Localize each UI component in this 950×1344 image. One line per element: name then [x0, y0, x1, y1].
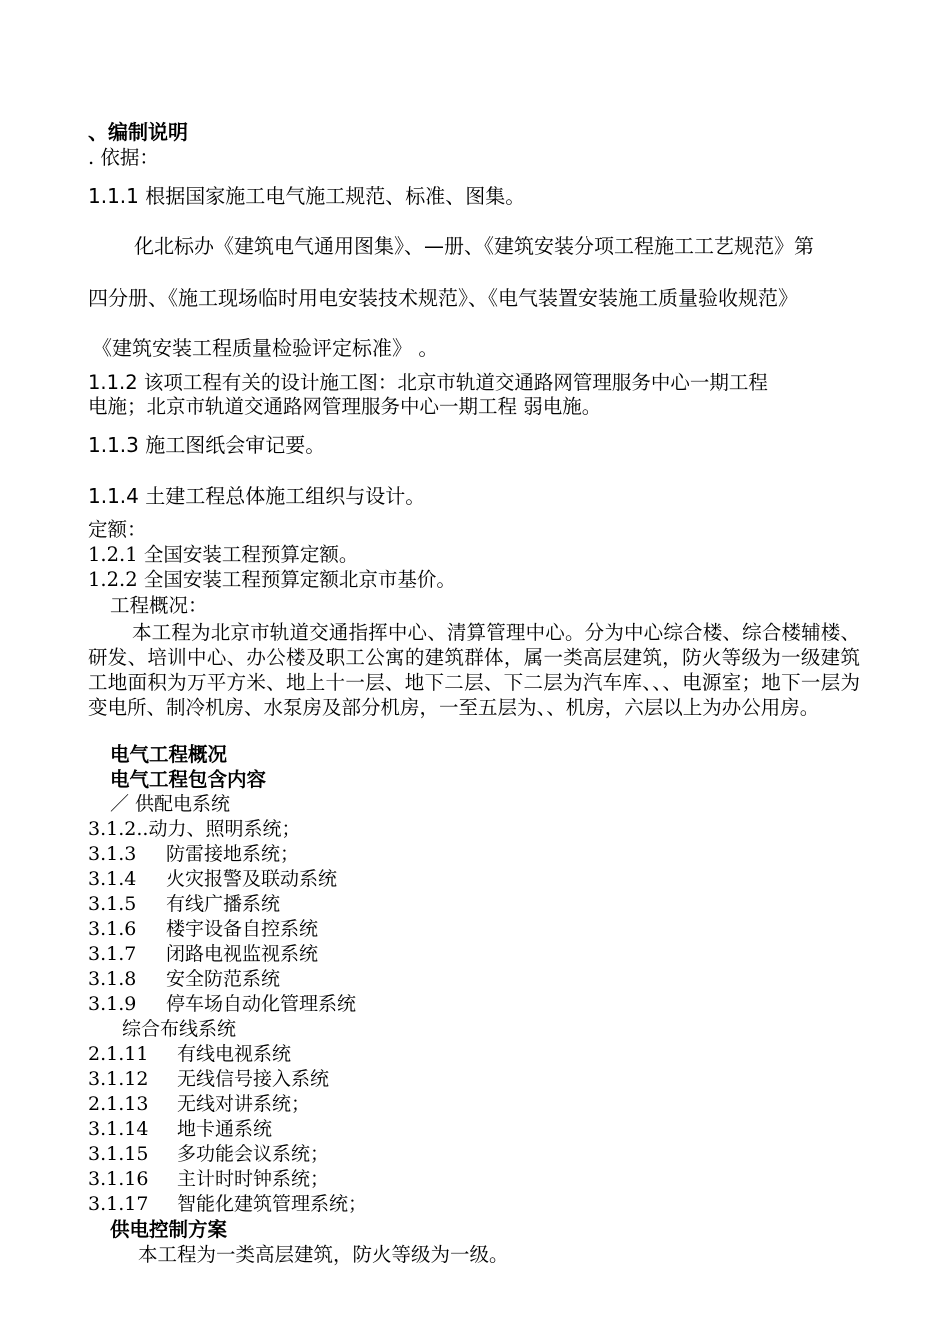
list-item-label: 楼宇设备自控系统	[166, 918, 319, 940]
item-power-supply: ／ 供配电系统	[110, 793, 231, 815]
list-item	[88, 820, 300, 839]
list-item-label: 有线电视系统	[177, 1043, 292, 1065]
list-item-number: 3.1.9	[88, 993, 137, 1015]
list-item	[88, 945, 318, 964]
list-item-number: 3.1.15	[88, 1143, 149, 1165]
item-1-1-4: 1.1.4 土建工程总体施工组织与设计。	[88, 484, 426, 508]
list-item-label: 智能化建筑管理系统；	[177, 1193, 368, 1215]
list-item	[88, 1045, 291, 1064]
standards-line-2: 四分册、《施工现场临时用电安装技术规范》、《电气装置安装施工质量验收规范》	[88, 286, 798, 310]
list-item-label: 停车场自动化管理系统	[166, 993, 357, 1015]
item-1-1-2-line-2: 电施；北京市轨道交通路网管理服务中心一期工程 弱电施。	[88, 395, 602, 418]
list-item	[88, 1195, 367, 1214]
list-item	[88, 1120, 272, 1139]
list-item-label: 火灾报警及联动系统	[166, 868, 338, 890]
list-item	[88, 1145, 329, 1164]
item-integrated-cabling: 综合布线系统	[122, 1018, 237, 1040]
standards-line-1: 化北标办《建筑电气通用图集》、—册、《建筑安装分项工程施工工艺规范》第	[134, 234, 814, 258]
list-item	[88, 1070, 329, 1089]
list-item-number: 3.1.17	[88, 1193, 149, 1215]
list-item-label: 无线对讲系统；	[177, 1093, 311, 1115]
list-item-label: 地卡通系统	[177, 1118, 273, 1140]
list-item-number: 3.1.7	[88, 943, 137, 965]
list-item	[88, 920, 318, 939]
item-1-2-1: 1.2.1 全国安装工程预算定额。	[88, 543, 359, 566]
power-control-paragraph: 本工程为一类高层建筑，防火等级为一级。	[138, 1243, 509, 1266]
list-item-number: 3.1.6	[88, 918, 137, 940]
list-item-number: 3.1.16	[88, 1168, 149, 1190]
list-item	[88, 1170, 329, 1189]
overview-paragraph: 本工程为北京市轨道交通指挥中心、清算管理中心。分为中心综合楼、综合楼辅楼、研发、培训中心、办公楼及职工公寓的建筑群体，属一类高层建筑，防火等级为一级建筑工地面积为万平方米、地上十一层、地下二层、下二层为汽车库、、、电源室；地下一层为变电所、制冷机房、水泵房及部分机房，一至五层为、、机房，六层以上为办公用房。	[88, 621, 860, 719]
item-1-2-2: 1.2.2 全国安装工程预算定额北京市基价。	[88, 568, 456, 591]
list-item-number: 3.1.2..	[88, 818, 149, 840]
item-1-1-2-line-1: 1.1.2 该项工程有关的设计施工图：北京市轨道交通路网管理服务中心一期工程	[88, 371, 768, 394]
list-item-number: 2.1.11	[88, 1043, 149, 1065]
list-item	[88, 1095, 310, 1114]
section-heading-compilation: 、编制说明	[88, 120, 188, 144]
list-item	[88, 870, 337, 889]
list-item-number: 3.1.3	[88, 843, 137, 865]
list-item-number: 3.1.14	[88, 1118, 149, 1140]
list-item	[88, 970, 280, 989]
overview-heading: 工程概况：	[110, 594, 208, 617]
quota-label: 定额：	[88, 518, 147, 541]
electrical-subheading: 电气工程包含内容	[110, 768, 267, 791]
list-item-label: 多功能会议系统；	[177, 1143, 330, 1165]
list-item-label: 无线信号接入系统	[177, 1068, 330, 1090]
list-item-number: 3.1.12	[88, 1068, 149, 1090]
item-1-1-1: 1.1.1 根据国家施工电气施工规范、标准、图集。	[88, 184, 526, 208]
list-item-label: 防雷接地系统；	[166, 843, 300, 865]
list-item-number: 3.1.8	[88, 968, 137, 990]
list-item-number: 3.1.4	[88, 868, 137, 890]
list-item-label: 有线广播系统	[166, 893, 281, 915]
list-item	[88, 895, 280, 914]
power-control-heading: 供电控制方案	[110, 1218, 228, 1241]
basis-label: . 依据：	[88, 146, 159, 169]
list-item-number: 3.1.5	[88, 893, 137, 915]
list-item-label: 主计时时钟系统；	[177, 1168, 330, 1190]
list-item-label: 动力、照明系统；	[148, 818, 301, 840]
list-item	[88, 995, 356, 1014]
list-item	[88, 845, 299, 864]
list-item-label: 闭路电视监视系统	[166, 943, 319, 965]
standards-line-3: 《建筑安装工程质量检验评定标准》 。	[92, 336, 439, 360]
item-1-1-3: 1.1.3 施工图纸会审记要。	[88, 433, 326, 457]
electrical-heading: 电气工程概况	[110, 743, 228, 766]
list-item-number: 2.1.13	[88, 1093, 149, 1115]
list-item-label: 安全防范系统	[166, 968, 281, 990]
